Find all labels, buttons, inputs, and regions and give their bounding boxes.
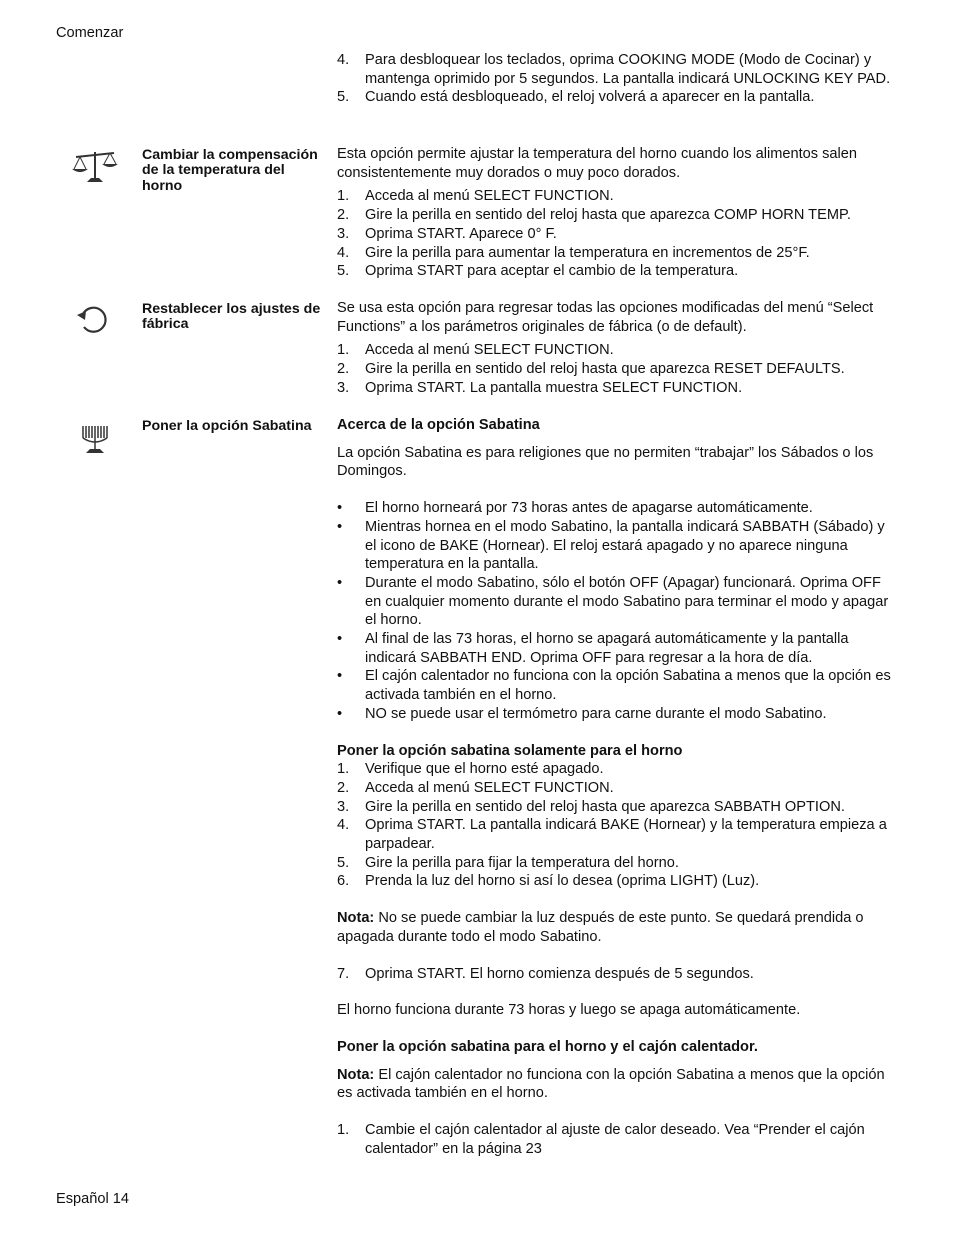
list-item: 1. Acceda al menú SELECT FUNCTION. xyxy=(337,342,614,359)
list-item: 1. Cambie el cajón calentador al ajuste de calor deseado. Vea “Prender el cajón calentador” en la página 23 xyxy=(337,1122,865,1157)
list-item: 3. Gire la perilla en sentido del reloj hasta que aparezca SABBATH OPTION. xyxy=(337,798,845,815)
list-item: 5. Cuando está desbloqueado, el reloj volverá a aparecer en la pantalla. xyxy=(337,89,815,106)
page-header: Comenzar xyxy=(56,25,124,41)
sabbath-about-heading: Acerca de la opción Sabatina xyxy=(337,417,540,433)
list-item: 4. Oprima START. La pantalla indicará BAKE (Hornear) y la temperatura empieza a parpadear. xyxy=(337,817,887,853)
reset-section xyxy=(337,299,897,398)
list-item: 4. Gire la perilla para aumentar la temperatura en incrementos de 25°F. xyxy=(337,244,810,261)
list-item: 6. Prenda la luz del horno si así lo desea (oprima LIGHT) (Luz). xyxy=(337,873,760,890)
list-item: • El cajón calentador no funciona con la opción Sabatina a menos que la opción es activada también en el horno. xyxy=(337,668,891,704)
reset-title: Restablecer los ajustes de fábrica xyxy=(142,301,321,333)
list-item: 1. Acceda al menú SELECT FUNCTION. xyxy=(337,188,614,205)
scale-icon xyxy=(70,148,120,188)
list-item: • Al final de las 73 horas, el horno se apagará automáticamente y la pantalla indicará SABBATH END. Oprima OFF para regresar a la hora de día. xyxy=(337,631,849,666)
list-item: 5. Gire la perilla para fijar la temperatura del horno. xyxy=(337,854,679,871)
note-light: Nota: No se puede cambiar la luz después de este punto. Se quedará prendida o apagada durante todo el modo Sabatino. xyxy=(337,910,864,945)
oven-only-heading: Poner la opción sabatina solamente para el horno xyxy=(337,742,683,759)
menorah-icon xyxy=(70,420,120,460)
list-item: 4. Para desbloquear los teclados, oprima COOKING MODE (Modo de Cocinar) y mantenga oprimido por 5 segundos. La pantalla indicará UNLOCKING KEY PAD. xyxy=(337,52,891,87)
list-item: 3. Oprima START. Aparece 0° F. xyxy=(337,225,557,242)
top-steps xyxy=(337,51,897,107)
runs-text: El horno funciona durante 73 horas y luego se apaga automáticamente. xyxy=(337,1002,801,1019)
comp-section xyxy=(337,145,897,281)
sabbath-title: Poner la opción Sabatina xyxy=(142,418,312,434)
list-item: 5. Oprima START para aceptar el cambio de la temperatura. xyxy=(337,263,739,280)
list-item: 7. Oprima START. El horno comienza después de 5 segundos. xyxy=(337,965,754,982)
list-item: • Mientras hornea en el modo Sabatino, la pantalla indicará SABBATH (Sábado) y el icono de BAKE (Hornear). El reloj estará apagado y no aparece ninguna temperatura en la pantalla. xyxy=(337,518,885,573)
comp-title: Cambiar la compensación de la temperatura del horno xyxy=(142,147,318,194)
oven-drawer-heading: Poner la opción sabatina para el horno y el cajón calentador. xyxy=(337,1038,758,1055)
list-item: • Durante el modo Sabatino, sólo el botón OFF (Apagar) funcionará. Oprima OFF en cualquier momento durante el modo Sabatino para terminar el modo y apagar el horno. xyxy=(337,574,889,629)
reset-intro: Se usa esta opción para regresar todas las opciones modificadas del menú “Select Functions” a los parámetros originales de fábrica (o de default). xyxy=(337,300,874,335)
reset-arrow-icon xyxy=(70,300,120,340)
list-item: • NO se puede usar el termómetro para carne durante el modo Sabatino. xyxy=(337,705,827,722)
list-item: 1. Verifique que el horno esté apagado. xyxy=(337,761,604,778)
list-item: 2. Acceda al menú SELECT FUNCTION. xyxy=(337,779,614,796)
sabbath-about-text: La opción Sabatina es para religiones que no permiten “trabajar” los Sábados o los Domingos. xyxy=(337,444,874,480)
sabbath-section xyxy=(337,416,897,1159)
list-item: 2. Gire la perilla en sentido del reloj hasta que aparezca COMP HORN TEMP. xyxy=(337,207,851,224)
list-item: 2. Gire la perilla en sentido del reloj hasta que aparezca RESET DEFAULTS. xyxy=(337,361,845,378)
page-footer: Español 14 xyxy=(56,1191,130,1207)
note-drawer: Nota: El cajón calentador no funciona con la opción Sabatina a menos que la opción es activada también en el horno. xyxy=(337,1066,885,1102)
list-item: 3. Oprima START. La pantalla muestra SELECT FUNCTION. xyxy=(337,379,743,396)
list-item: • El horno horneará por 73 horas antes de apagarse automáticamente. xyxy=(337,500,813,517)
comp-intro: Esta opción permite ajustar la temperatura del horno cuando los alimentos salen consistentemente muy dorados o muy poco dorados. xyxy=(337,146,857,181)
